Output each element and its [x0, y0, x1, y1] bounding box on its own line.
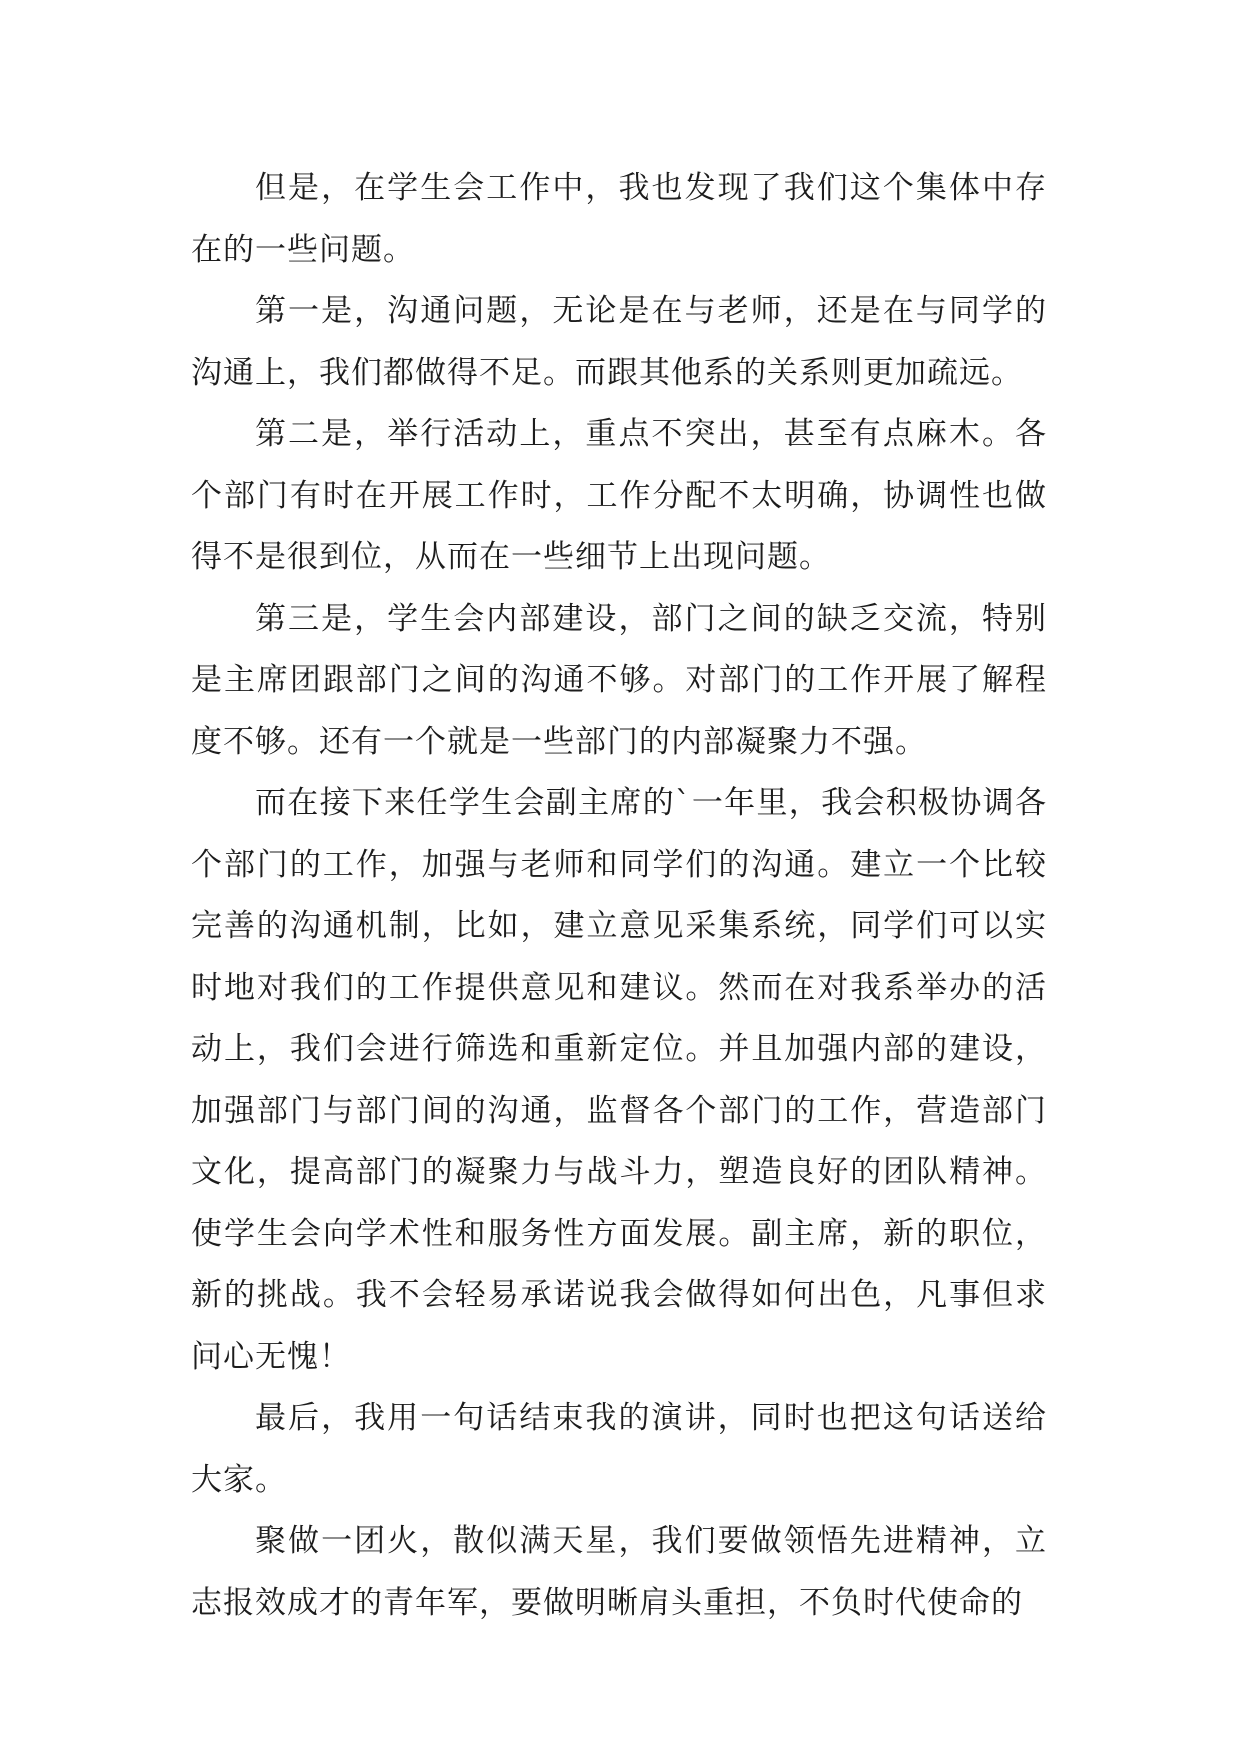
- paragraph-communication: 第一是，沟通问题，无论是在与老师，还是在与同学的沟通上，我们都做得不足。而跟其他系的关系则更加疏远。: [191, 293, 1047, 391]
- paragraph-activities: 第二是，举行活动上，重点不突出，甚至有点麻木。各个部门有时在开展工作时，工作分配不太明确，协调性也做得不是很到位，从而在一些细节上出现问题。: [191, 416, 1047, 575]
- document-body: [191, 158, 1047, 1634]
- paragraph-closing: 最后，我用一句话结束我的演讲，同时也把这句话送给大家。: [191, 1400, 1047, 1498]
- paragraph-internal-building: 第三是，学生会内部建设，部门之间的缺乏交流，特别是主席团跟部门之间的沟通不够。对部门的工作开展了解程度不够。还有一个就是一些部门的内部凝聚力不强。: [191, 600, 1047, 760]
- paragraph-motto: 聚做一团火，散似满天星，我们要做领悟先进精神，立志报效成才的青年军，要做明晰肩头重担，不负时代使命的: [191, 1523, 1047, 1621]
- paragraph-problems-intro: 但是，在学生会工作中，我也发现了我们这个集体中存在的一些问题。: [191, 170, 1047, 268]
- paragraph-plans: 而在接下来任学生会副主席的`一年里，我会积极协调各个部门的工作，加强与老师和同学们的沟通。建立一个比较完善的沟通机制，比如，建立意见采集系统，同学们可以实时地对我们的工作提供意见和建议。然而在对我系举办的活动上，我们会进行筛选和重新定位。并且加强内部的建设，加强部门与部门间的沟通，监督各个部门的工作，营造部门文化，提高部门的凝聚力与战斗力，塑造良好的团队精神。使学生会向学术性和服务性方面发展。副主席，新的职位，新的挑战。我不会轻易承诺说我会做得如何出色，凡事但求问心无愧！: [191, 785, 1047, 1375]
